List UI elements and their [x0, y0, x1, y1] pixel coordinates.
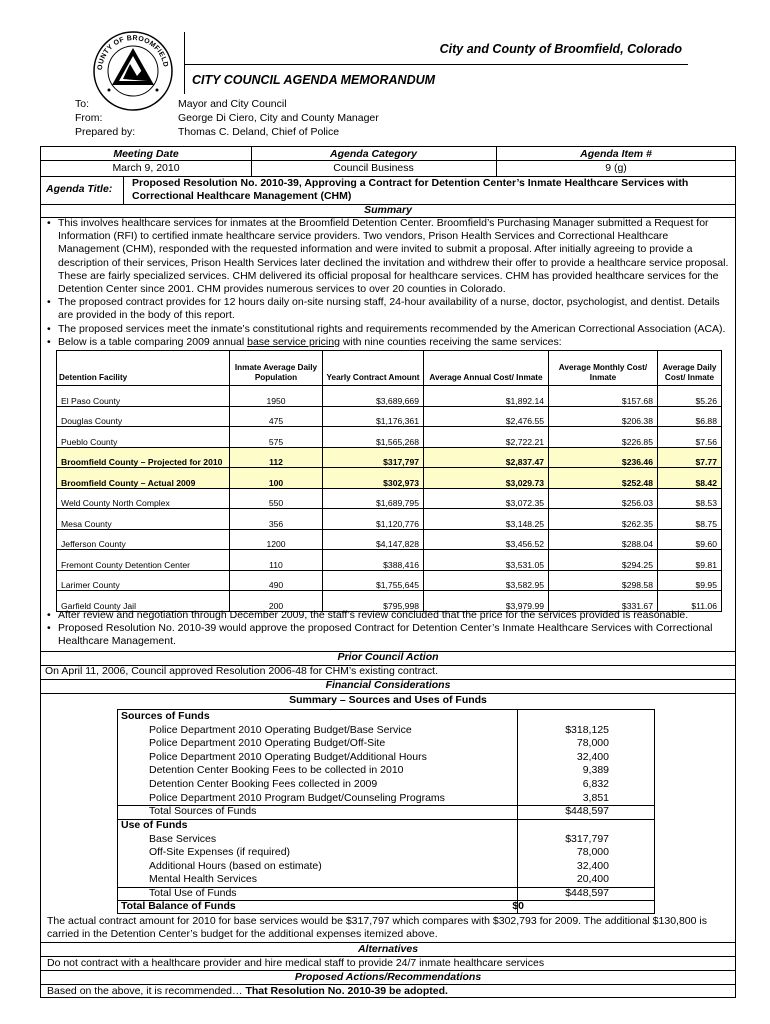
after-bullet: • After review and negotiation through December 2009, the staff’s review concluded that the price for the services provided is reasonable.: [47, 609, 729, 622]
summary-bullet: • The proposed contract provides for 12 hours daily on-site nursing staff, 24-hour availability of a nurse, doctor, psychologist, and dentist. Details are provided in the body of this report.: [47, 296, 729, 322]
table-cell: $1,892.14: [424, 386, 549, 407]
table-cell: $2,722.21: [424, 427, 549, 448]
table-cell: $3,531.05: [424, 550, 549, 571]
funds-item-label: Detention Center Booking Fees collected in 2009: [149, 778, 378, 790]
col-header: Yearly Contract Amount: [323, 351, 424, 386]
facility-name: Jefferson County: [57, 529, 230, 550]
table-cell: $3,456.52: [424, 529, 549, 550]
table-cell: 550: [230, 488, 323, 509]
table-cell: $2,837.47: [424, 447, 549, 468]
agenda-category: Council Business: [333, 162, 414, 174]
proposed-heading: Proposed Actions/Recommendations: [294, 971, 482, 983]
table-row: [57, 529, 722, 550]
facility-name: Pueblo County: [57, 427, 230, 448]
to-label: To:: [75, 98, 90, 110]
agenda-title-line2: Correctional Healthcare Management (CHM): [132, 190, 352, 202]
col-header: Inmate Average Daily Population: [230, 351, 323, 386]
table-cell: $11.06: [658, 591, 722, 612]
table-cell: $298.58: [549, 570, 658, 591]
table-row: [57, 591, 722, 612]
total-uses-amount: $448,597: [565, 887, 609, 899]
total-sources-label: Total Sources of Funds: [149, 805, 257, 817]
table-row: [57, 550, 722, 571]
comparison-table: [56, 350, 722, 612]
table-cell: $2,476.55: [424, 406, 549, 427]
table-cell: 112: [230, 447, 323, 468]
table-row: [57, 468, 722, 489]
after-bullet: • Proposed Resolution No. 2010-39 would approve the proposed Contract for Detention Center’s Inmate Healthcare Services with Correctional Healthcare Management.: [47, 622, 729, 648]
agenda-item: 9 (g): [605, 162, 627, 174]
table-intro: • Below is a table comparing 2009 annual base service pricing with nine counties receiving the same services:: [47, 336, 729, 349]
table-cell: $7.56: [658, 427, 722, 448]
funds-item-label: Off-Site Expenses (if required): [149, 846, 291, 859]
table-cell: $288.04: [549, 529, 658, 550]
facility-name: El Paso County: [57, 386, 230, 407]
table-cell: $3,148.25: [424, 509, 549, 530]
funds-item-amount: 78,000: [576, 846, 609, 859]
table-cell: $226.85: [549, 427, 658, 448]
summary-list: [47, 217, 729, 349]
agenda-item-label: Agenda Item #: [580, 148, 652, 160]
table-cell: $3,072.35: [424, 488, 549, 509]
table-cell: $331.67: [549, 591, 658, 612]
col-header: Average Daily Cost/ Inmate: [658, 351, 722, 386]
table-row: [57, 427, 722, 448]
table-cell: $262.35: [549, 509, 658, 530]
funds-item-amount: 32,400: [576, 750, 609, 763]
financial-heading: Financial Considerations: [325, 679, 451, 691]
total-balance-amount: $0: [512, 900, 524, 912]
table-cell: $1,120,776: [323, 509, 424, 530]
memo-title: CITY COUNCIL AGENDA MEMORANDUM: [192, 73, 436, 87]
meeting-date: March 9, 2010: [112, 162, 180, 174]
table-cell: $3,029.73: [424, 468, 549, 489]
total-balance-label: Total Balance of Funds: [121, 900, 236, 912]
table-cell: $256.03: [549, 488, 658, 509]
funds-row: [118, 860, 654, 874]
table-cell: $206.38: [549, 406, 658, 427]
meeting-date-label: Meeting Date: [113, 148, 179, 160]
table-cell: 100: [230, 468, 323, 489]
funds-item-label: Police Department 2010 Program Budget/Counseling Programs: [149, 791, 445, 804]
prepared-label: Prepared by:: [75, 126, 136, 138]
col-divider: [123, 176, 124, 204]
table-cell: $294.25: [549, 550, 658, 571]
funds-item-amount: 9,389: [582, 764, 609, 777]
table-cell: 356: [230, 509, 323, 530]
agenda-title-line1: Proposed Resolution No. 2010-39, Approving a Contract for Detention Center’s Inmate Healthcare Services with: [132, 177, 689, 189]
funds-row: [118, 833, 654, 847]
table-row: [57, 406, 722, 427]
table-cell: 575: [230, 427, 323, 448]
agenda-title-label: Agenda Title:: [46, 183, 113, 195]
table-row: [57, 447, 722, 468]
table-cell: $795,998: [323, 591, 424, 612]
facility-name: Garfield County Jail: [57, 591, 230, 612]
facility-name: Broomfield County – Projected for 2010: [57, 447, 230, 468]
facility-name: Broomfield County – Actual 2009: [57, 468, 230, 489]
facility-name: Larimer County: [57, 570, 230, 591]
agenda-form: [40, 146, 736, 998]
table-cell: $236.46: [549, 447, 658, 468]
table-cell: 1200: [230, 529, 323, 550]
prepared-value: Thomas C. Deland, Chief of Police: [178, 126, 340, 138]
table-cell: 110: [230, 550, 323, 571]
facility-name: Mesa County: [57, 509, 230, 530]
agenda-category-label: Agenda Category: [330, 148, 417, 160]
table-cell: $3,979.99: [424, 591, 549, 612]
funds-item-amount: 20,400: [576, 873, 609, 886]
table-cell: $1,176,361: [323, 406, 424, 427]
from-label: From:: [75, 112, 103, 124]
table-row: [57, 570, 722, 591]
funds-item-label: Additional Hours (based on estimate): [149, 859, 322, 872]
table-row: [57, 386, 722, 407]
table-cell: $388,416: [323, 550, 424, 571]
funds-row: [118, 751, 654, 765]
funds-row: [118, 724, 654, 738]
table-cell: $1,689,795: [323, 488, 424, 509]
table-cell: 200: [230, 591, 323, 612]
summary-bullet: • This involves healthcare services for inmates at the Broomfield Detention Center. Broomfield’s Purchasing Manager submitted a Request for Information (RFI) to certified inmate healthcare service providers. Two vendors, Prison Health Services and Correctional Healthcare Management (CHM), responded with the requested information and were invited to submit a proposal. After initially agreeing to provide a description of their services, Prison Health Services later declined the invitation and withdrew their offer to provide a healthcare service proposal. These are fairly specialized services. CHM delivered its official proposal for healthcare services. CHM has provided healthcare services for the Detention Center since 2001. CHM provides numerous services to over 20 counties in Colorado.: [47, 217, 729, 296]
funds-item-amount: 6,832: [582, 778, 609, 790]
table-cell: $252.48: [549, 468, 658, 489]
col-header: Average Monthly Cost/ Inmate: [549, 351, 658, 386]
table-cell: $6.88: [658, 406, 722, 427]
funds-item-label: Police Department 2010 Operating Budget/Additional Hours: [149, 750, 427, 763]
header-rule: [184, 64, 688, 65]
table-cell: $302,973: [323, 468, 424, 489]
funds-table: [117, 709, 655, 914]
table-cell: $5.26: [658, 386, 722, 407]
funds-row: [118, 778, 654, 792]
table-cell: $317,797: [323, 447, 424, 468]
table-cell: $9.95: [658, 570, 722, 591]
summary-heading: Summary: [364, 204, 412, 216]
financial-text: The actual contract amount for 2010 for base services would be $317,797 which compares with $302,793 for 2009. The additional $130,800 is carried in the Detention Center’s budget for the additional expenses itemized above.: [47, 915, 707, 941]
uses-heading: Use of Funds: [121, 819, 188, 831]
facility-name: Douglas County: [57, 406, 230, 427]
to-value: Mayor and City Council: [178, 98, 287, 110]
funds-item-amount: 78,000: [576, 737, 609, 750]
row-divider: [41, 160, 735, 161]
org-name: City and County of Broomfield, Colorado: [439, 42, 682, 56]
table-cell: $9.81: [658, 550, 722, 571]
proposed-text: Based on the above, it is recommended… That Resolution No. 2010-39 be adopted.: [47, 985, 448, 997]
table-header-row: [57, 351, 722, 386]
facility-name: Fremont County Detention Center: [57, 550, 230, 571]
facility-name: Weld County North Complex: [57, 488, 230, 509]
header-divider: [184, 32, 185, 94]
table-cell: $8.42: [658, 468, 722, 489]
col-header: Detention Facility: [57, 351, 230, 386]
city-seal: [92, 30, 174, 112]
total-sources-amount: $448,597: [565, 805, 609, 817]
summary-bullet: • The proposed services meet the inmate’s constitutional rights and requirements recommended by the American Correctional Association (ACA).: [47, 323, 729, 336]
col-header: Average Annual Cost/ Inmate: [424, 351, 549, 386]
table-row: [57, 488, 722, 509]
funds-item-amount: 3,851: [582, 791, 609, 804]
after-list: [47, 609, 729, 649]
funds-item-amount: 32,400: [576, 859, 609, 872]
funds-item-amount: $318,125: [565, 723, 609, 736]
table-cell: $3,582.95: [424, 570, 549, 591]
funds-item-label: Detention Center Booking Fees to be collected in 2010: [149, 764, 404, 777]
funds-item-label: Police Department 2010 Operating Budget/Off-Site: [149, 737, 386, 750]
table-cell: $157.68: [549, 386, 658, 407]
funds-item-label: Police Department 2010 Operating Budget/Base Service: [149, 723, 412, 736]
funds-table-title: Summary – Sources and Uses of Funds: [289, 694, 487, 706]
total-uses-label: Total Use of Funds: [149, 887, 237, 899]
alternatives-text: Do not contract with a healthcare provider and hire medical staff to provide 24/7 inmate healthcare services: [47, 957, 545, 969]
table-cell: $9.60: [658, 529, 722, 550]
table-cell: $4,147,828: [323, 529, 424, 550]
prior-action-heading: Prior Council Action: [337, 651, 439, 663]
prior-action-text: On April 11, 2006, Council approved Resolution 2006-48 for CHM’s existing contract.: [45, 665, 438, 677]
table-cell: $3,689,669: [323, 386, 424, 407]
funds-row: [118, 846, 654, 860]
table-cell: 1950: [230, 386, 323, 407]
funds-item-amount: $317,797: [565, 832, 609, 845]
table-row: [57, 509, 722, 530]
sources-heading: Sources of Funds: [121, 710, 210, 722]
seal-text: OUNTY OF BROOMFIELD: [96, 34, 169, 71]
funds-row: [118, 792, 654, 806]
alternatives-heading: Alternatives: [357, 943, 419, 955]
table-cell: $1,565,268: [323, 427, 424, 448]
table-cell: $8.75: [658, 509, 722, 530]
from-value: George Di Ciero, City and County Manager: [178, 112, 379, 124]
funds-row: [118, 764, 654, 778]
table-cell: 475: [230, 406, 323, 427]
table-cell: $1,755,645: [323, 570, 424, 591]
funds-row: [118, 873, 654, 887]
table-cell: $8.53: [658, 488, 722, 509]
table-cell: $7.77: [658, 447, 722, 468]
funds-row: [118, 737, 654, 751]
funds-item-label: Base Services: [149, 832, 217, 845]
funds-item-label: Mental Health Services: [149, 873, 257, 886]
table-cell: 490: [230, 570, 323, 591]
